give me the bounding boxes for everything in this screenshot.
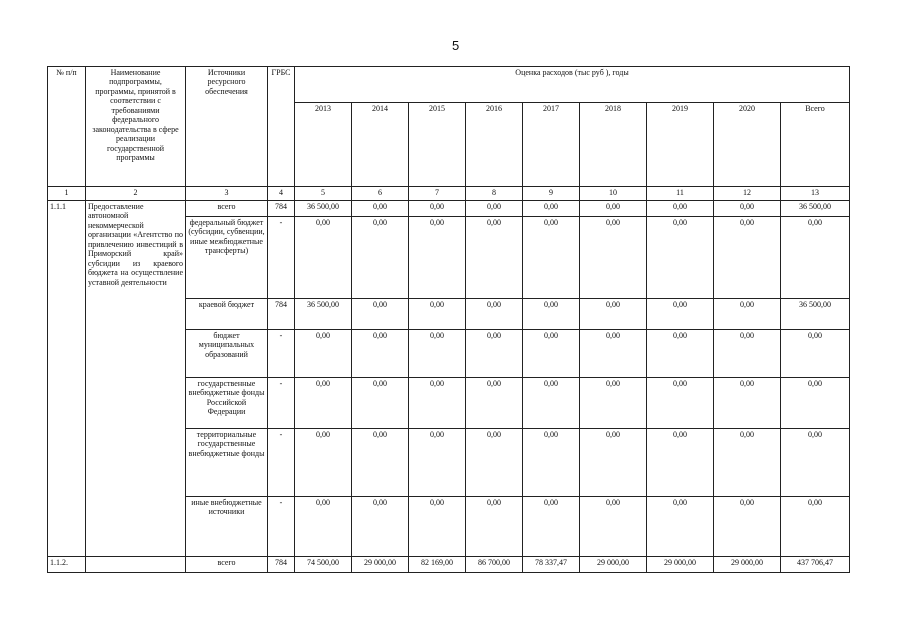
- column-number: 9: [523, 187, 580, 201]
- value-cell-total: 0,00: [781, 378, 850, 429]
- row-num: 1.1.2.: [48, 557, 86, 573]
- grbs-cell: -: [268, 217, 295, 299]
- value-cell: 0,00: [352, 201, 409, 217]
- value-cell: 0,00: [352, 217, 409, 299]
- value-cell: 0,00: [714, 299, 781, 330]
- value-cell: 0,00: [647, 330, 714, 378]
- value-cell: 0,00: [523, 429, 580, 497]
- header-row-top: [48, 67, 850, 103]
- column-number: 4: [268, 187, 295, 201]
- page-number: 5: [452, 38, 460, 53]
- value-cell: 0,00: [352, 299, 409, 330]
- value-cell: 0,00: [580, 330, 647, 378]
- source-cell: краевой бюджет: [186, 299, 268, 330]
- value-cell: 0,00: [647, 429, 714, 497]
- value-cell-total: 0,00: [781, 217, 850, 299]
- value-cell: 0,00: [580, 429, 647, 497]
- value-cell: 0,00: [523, 378, 580, 429]
- value-cell: 0,00: [714, 201, 781, 217]
- column-number: 1: [48, 187, 86, 201]
- header-num: № п/п: [48, 67, 86, 187]
- value-cell: 0,00: [647, 299, 714, 330]
- value-cell: 0,00: [647, 217, 714, 299]
- value-cell: 0,00: [466, 378, 523, 429]
- column-number: 3: [186, 187, 268, 201]
- value-cell-total: 0,00: [781, 497, 850, 557]
- value-cell: 0,00: [352, 497, 409, 557]
- value-cell: 0,00: [295, 497, 352, 557]
- value-cell: 0,00: [466, 201, 523, 217]
- grbs-cell: 784: [268, 557, 295, 573]
- table-row: [48, 557, 850, 573]
- column-number: 8: [466, 187, 523, 201]
- column-number: 13: [781, 187, 850, 201]
- source-cell: федеральный бюджет (субсидии, субвенции, иные межбюджетные трансферты): [186, 217, 268, 299]
- value-cell: 0,00: [409, 201, 466, 217]
- value-cell: 0,00: [295, 429, 352, 497]
- column-number: 6: [352, 187, 409, 201]
- value-cell: 29 000,00: [352, 557, 409, 573]
- source-cell: иные внебюджетные источники: [186, 497, 268, 557]
- column-number: 11: [647, 187, 714, 201]
- column-number: 12: [714, 187, 781, 201]
- header-year: 2017: [523, 103, 580, 187]
- header-year: 2016: [466, 103, 523, 187]
- value-cell: 0,00: [295, 378, 352, 429]
- value-cell: 0,00: [295, 217, 352, 299]
- value-cell: 0,00: [714, 378, 781, 429]
- grbs-cell: -: [268, 378, 295, 429]
- header-year: 2013: [295, 103, 352, 187]
- header-year-total: Всего: [781, 103, 850, 187]
- grbs-cell: 784: [268, 299, 295, 330]
- value-cell: 78 337,47: [523, 557, 580, 573]
- header-year: 2015: [409, 103, 466, 187]
- value-cell-total: 0,00: [781, 330, 850, 378]
- source-cell: государственные внебюджетные фонды Российской Федерации: [186, 378, 268, 429]
- source-cell: территориальные государственные внебюджетные фонды: [186, 429, 268, 497]
- header-year: 2018: [580, 103, 647, 187]
- value-cell: 0,00: [523, 330, 580, 378]
- value-cell: 0,00: [714, 330, 781, 378]
- row-name: Предоставление автономной некоммерческой организации «Агентство по привлечению инвестиций в Приморский край» субсидии из краевого бюджета на осуществление уставной деятельности: [86, 201, 186, 557]
- value-cell: 0,00: [352, 429, 409, 497]
- header-grbs: ГРБС: [268, 67, 295, 187]
- value-cell: 0,00: [466, 217, 523, 299]
- header-year: 2020: [714, 103, 781, 187]
- value-cell: 0,00: [580, 201, 647, 217]
- value-cell: 74 500,00: [295, 557, 352, 573]
- value-cell: 0,00: [714, 217, 781, 299]
- column-number: 5: [295, 187, 352, 201]
- value-cell: 0,00: [295, 330, 352, 378]
- value-cell: 36 500,00: [295, 299, 352, 330]
- value-cell: 36 500,00: [295, 201, 352, 217]
- value-cell-total: 0,00: [781, 429, 850, 497]
- value-cell: 0,00: [409, 497, 466, 557]
- value-cell: 86 700,00: [466, 557, 523, 573]
- value-cell-total: 437 706,47: [781, 557, 850, 573]
- value-cell: 0,00: [466, 330, 523, 378]
- value-cell: 82 169,00: [409, 557, 466, 573]
- value-cell: 0,00: [523, 217, 580, 299]
- value-cell: 0,00: [523, 201, 580, 217]
- value-cell: 0,00: [409, 330, 466, 378]
- value-cell-total: 36 500,00: [781, 299, 850, 330]
- header-source: Источники ресурсного обеспечения: [186, 67, 268, 187]
- value-cell: 0,00: [647, 201, 714, 217]
- value-cell: 0,00: [409, 217, 466, 299]
- value-cell: 0,00: [466, 497, 523, 557]
- value-cell: 29 000,00: [580, 557, 647, 573]
- table-row: [48, 201, 850, 217]
- value-cell: 0,00: [647, 378, 714, 429]
- grbs-cell: -: [268, 429, 295, 497]
- column-number: 7: [409, 187, 466, 201]
- value-cell: 0,00: [409, 378, 466, 429]
- header-year: 2014: [352, 103, 409, 187]
- value-cell: 0,00: [580, 378, 647, 429]
- value-cell: 0,00: [409, 429, 466, 497]
- header-estimate: Оценка расходов (тыс руб ), годы: [295, 67, 850, 103]
- value-cell: 0,00: [714, 429, 781, 497]
- value-cell: 0,00: [523, 497, 580, 557]
- value-cell: 0,00: [580, 217, 647, 299]
- value-cell: 0,00: [580, 497, 647, 557]
- column-number: 2: [86, 187, 186, 201]
- value-cell: 0,00: [523, 299, 580, 330]
- column-number-row: [48, 187, 850, 201]
- value-cell: 29 000,00: [647, 557, 714, 573]
- value-cell: 0,00: [352, 378, 409, 429]
- source-cell: всего: [186, 557, 268, 573]
- value-cell-total: 36 500,00: [781, 201, 850, 217]
- value-cell: 0,00: [352, 330, 409, 378]
- source-cell: всего: [186, 201, 268, 217]
- header-name: Наименование подпрограммы, программы, принятой в соответствии с требованиями федерального законодательства в сфере реализации государственной программы: [86, 67, 186, 187]
- row-name: [86, 557, 186, 573]
- column-number: 10: [580, 187, 647, 201]
- value-cell: 0,00: [714, 497, 781, 557]
- source-cell: бюджет муниципальных образований: [186, 330, 268, 378]
- grbs-cell: -: [268, 330, 295, 378]
- value-cell: 0,00: [466, 429, 523, 497]
- header-year: 2019: [647, 103, 714, 187]
- grbs-cell: -: [268, 497, 295, 557]
- value-cell: 0,00: [409, 299, 466, 330]
- value-cell: 0,00: [647, 497, 714, 557]
- value-cell: 0,00: [466, 299, 523, 330]
- value-cell: 0,00: [580, 299, 647, 330]
- budget-table: [47, 66, 850, 573]
- row-num: 1.1.1: [48, 201, 86, 557]
- grbs-cell: 784: [268, 201, 295, 217]
- value-cell: 29 000,00: [714, 557, 781, 573]
